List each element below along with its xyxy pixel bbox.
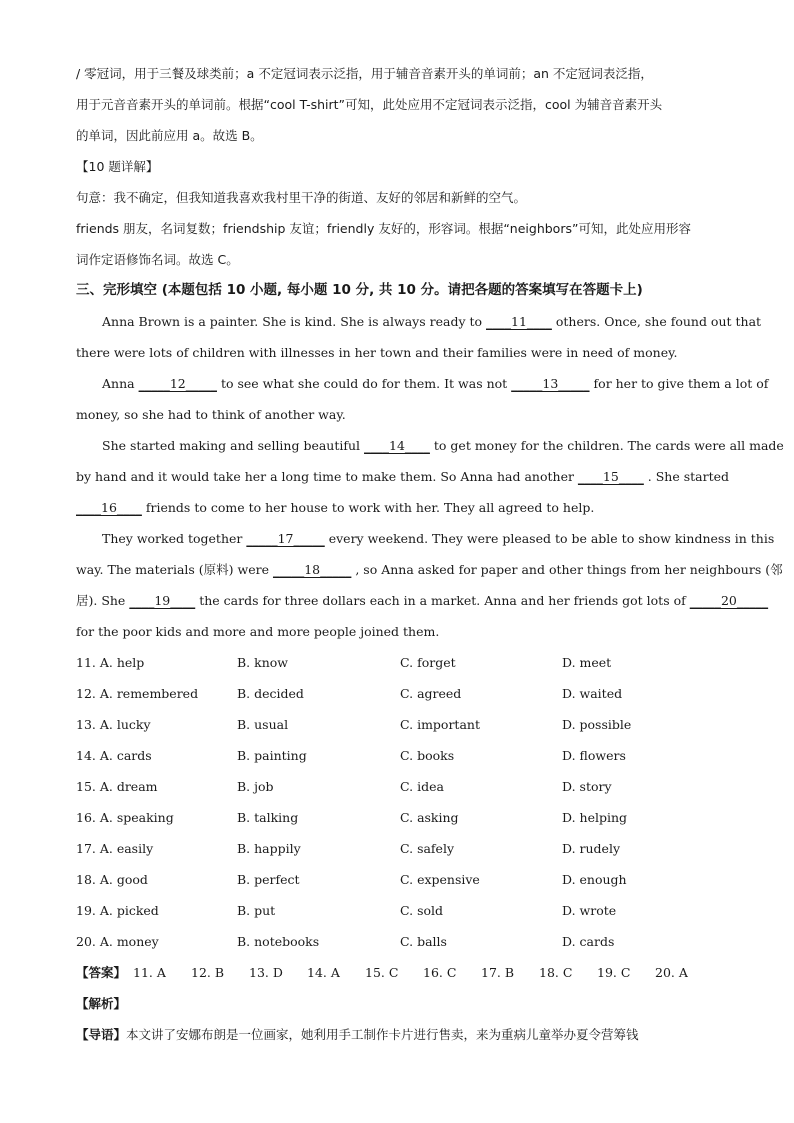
answer-item: 16. C xyxy=(423,965,457,980)
option-a: 15. A. dream xyxy=(76,779,158,794)
passage-line xyxy=(76,461,730,492)
blank-19: ____19____ xyxy=(129,593,196,608)
blank-13: _____13_____ xyxy=(511,376,590,391)
answer-item: 13. D xyxy=(249,965,283,980)
passage-line xyxy=(76,368,769,399)
explanation-line: friends 朋友，名词复数；friendship 友谊；friendly 友好的，形容词。根据“neighbors”可知，此处应用形容 xyxy=(76,221,691,236)
passage-text: She started making and selling beautiful xyxy=(102,438,365,453)
option-c: C. important xyxy=(400,717,480,732)
answer-item: 19. C xyxy=(597,965,631,980)
option-b: B. usual xyxy=(237,717,289,732)
guide-text: 本文讲了安娜布朗是一位画家，她利用手工制作卡片进行售卖，来为重病儿童举办夏令营筹钱 xyxy=(126,1027,639,1042)
option-b: B. notebooks xyxy=(237,934,320,949)
blank-14: ____14____ xyxy=(364,438,430,453)
option-a: 17. A. easily xyxy=(76,841,154,856)
answer-item: 20. A xyxy=(655,965,688,980)
passage-line xyxy=(76,306,762,337)
option-c: C. expensive xyxy=(400,872,480,887)
option-d: D. wrote xyxy=(562,903,617,918)
passage-text: way. The materials (原料) were xyxy=(76,562,273,577)
option-b: B. talking xyxy=(237,810,299,825)
passage-line xyxy=(76,430,784,461)
answer-item: 15. C xyxy=(365,965,399,980)
explanation-line: 词作定语修饰名词。故选 C。 xyxy=(76,252,239,267)
option-a: 14. A. cards xyxy=(76,748,152,763)
blank-18: _____18_____ xyxy=(272,562,352,577)
option-row xyxy=(76,771,722,802)
option-row xyxy=(76,895,722,926)
blank-20: _____20_____ xyxy=(689,593,769,608)
option-d: D. enough xyxy=(562,872,627,887)
explanation-line: 用于元音音素开头的单词前。根据“cool T-shirt”可知，此处应用不定冠词表示泛指，cool 为辅音音素开头 xyxy=(76,97,663,112)
sentence-meaning: 句意：我不确定，但我知道我喜欢我村里干净的街道、友好的邻居和新鲜的空气。 xyxy=(76,190,527,205)
passage-text: friends to come to her house to work with her. They all agreed to help. xyxy=(141,500,595,515)
blank-12: _____12_____ xyxy=(138,376,217,391)
blank-17: _____17_____ xyxy=(246,531,325,546)
answer-item: 11. A xyxy=(133,965,166,980)
option-a: 11. A. help xyxy=(76,655,145,670)
option-row xyxy=(76,709,722,740)
blank-11: ____11____ xyxy=(486,314,552,329)
option-a: 12. A. remembered xyxy=(76,686,199,701)
blank-16: ____16____ xyxy=(76,500,142,515)
option-d: D. rudely xyxy=(562,841,621,856)
passage-text: others. Once, she found out that xyxy=(551,314,762,329)
answer-item: 17. B xyxy=(481,965,515,980)
passage-text: 居). She xyxy=(76,593,130,608)
option-b: B. perfect xyxy=(237,872,300,887)
passage-text: They worked together xyxy=(102,531,247,546)
option-row xyxy=(76,926,722,957)
option-b: B. put xyxy=(237,903,276,918)
option-row xyxy=(76,802,722,833)
guide-tag: 【导语】 xyxy=(76,1027,127,1042)
answer-item: 14. A xyxy=(307,965,340,980)
passage-text: the cards for three dollars each in a market. Anna and her friends got lots of xyxy=(195,593,690,608)
passage-text: to see what she could do for them. It was not xyxy=(216,376,512,391)
answer-item: 18. C xyxy=(539,965,573,980)
answer-item: 12. B xyxy=(191,965,225,980)
option-c: C. balls xyxy=(400,934,447,949)
option-d: D. helping xyxy=(562,810,628,825)
question-10-heading: 【10 题详解】 xyxy=(76,159,159,174)
passage-text: Anna xyxy=(102,376,139,391)
option-row xyxy=(76,740,722,771)
option-d: D. possible xyxy=(562,717,632,732)
answer-row xyxy=(76,957,722,988)
option-row xyxy=(76,647,722,678)
option-c: C. forget xyxy=(400,655,456,670)
passage-text: for her to give them a lot of xyxy=(589,376,769,391)
passage-line: money, so she had to think of another way. xyxy=(76,407,346,422)
option-a: 18. A. good xyxy=(76,872,148,887)
option-c: C. safely xyxy=(400,841,455,856)
option-c: C. books xyxy=(400,748,455,763)
option-c: C. sold xyxy=(400,903,444,918)
explanation-line: / 零冠词，用于三餐及球类前；a 不定冠词表示泛指，用于辅音音素开头的单词前；an 不定冠词表泛指， xyxy=(76,66,653,81)
section-title: 三、完形填空 (本题包括 10 小题, 每小题 10 分, 共 10 分。请把各题的答案填写在答题卡上) xyxy=(76,282,643,298)
explanation-line: 的单词，因此前应用 a。故选 B。 xyxy=(76,128,263,143)
option-row xyxy=(76,678,722,709)
option-b: B. know xyxy=(237,655,288,670)
passage-text: by hand and it would take her a long time to make them. So Anna had another xyxy=(76,469,578,484)
option-b: B. decided xyxy=(237,686,304,701)
option-b: B. painting xyxy=(237,748,307,763)
option-d: D. waited xyxy=(562,686,623,701)
guide-line xyxy=(76,1019,722,1050)
option-c: C. asking xyxy=(400,810,459,825)
option-c: C. agreed xyxy=(400,686,462,701)
option-d: D. cards xyxy=(562,934,615,949)
passage-text: every weekend. They were pleased to be able to show kindness in this xyxy=(324,531,775,546)
passage-line xyxy=(76,585,769,616)
option-b: B. job xyxy=(237,779,274,794)
passage-line xyxy=(76,523,775,554)
passage-line xyxy=(76,554,783,585)
passage-line: for the poor kids and more and more people joined them. xyxy=(76,624,440,639)
option-d: D. meet xyxy=(562,655,612,670)
passage-line: there were lots of children with illnesses in her town and their families were in need of money. xyxy=(76,345,678,360)
option-d: D. story xyxy=(562,779,612,794)
passage-text: to get money for the children. The cards were all made xyxy=(429,438,784,453)
option-a: 19. A. picked xyxy=(76,903,159,918)
option-b: B. happily xyxy=(237,841,301,856)
analysis-label: 【解析】 xyxy=(76,996,127,1011)
option-row xyxy=(76,833,722,864)
answer-label: 【答案】 xyxy=(76,965,127,980)
option-a: 16. A. speaking xyxy=(76,810,174,825)
passage-text: . She started xyxy=(643,469,730,484)
option-d: D. flowers xyxy=(562,748,626,763)
option-row xyxy=(76,864,722,895)
blank-15: ____15____ xyxy=(577,469,644,484)
option-a: 13. A. lucky xyxy=(76,717,151,732)
passage-text: Anna Brown is a painter. She is kind. She is always ready to xyxy=(102,314,486,329)
passage-text: , so Anna asked for paper and other things from her neighbours (邻 xyxy=(351,562,783,577)
passage-line xyxy=(76,492,722,523)
document-page xyxy=(76,58,784,1050)
option-a: 20. A. money xyxy=(76,934,159,949)
options-list xyxy=(76,647,722,957)
option-c: C. idea xyxy=(400,779,444,794)
